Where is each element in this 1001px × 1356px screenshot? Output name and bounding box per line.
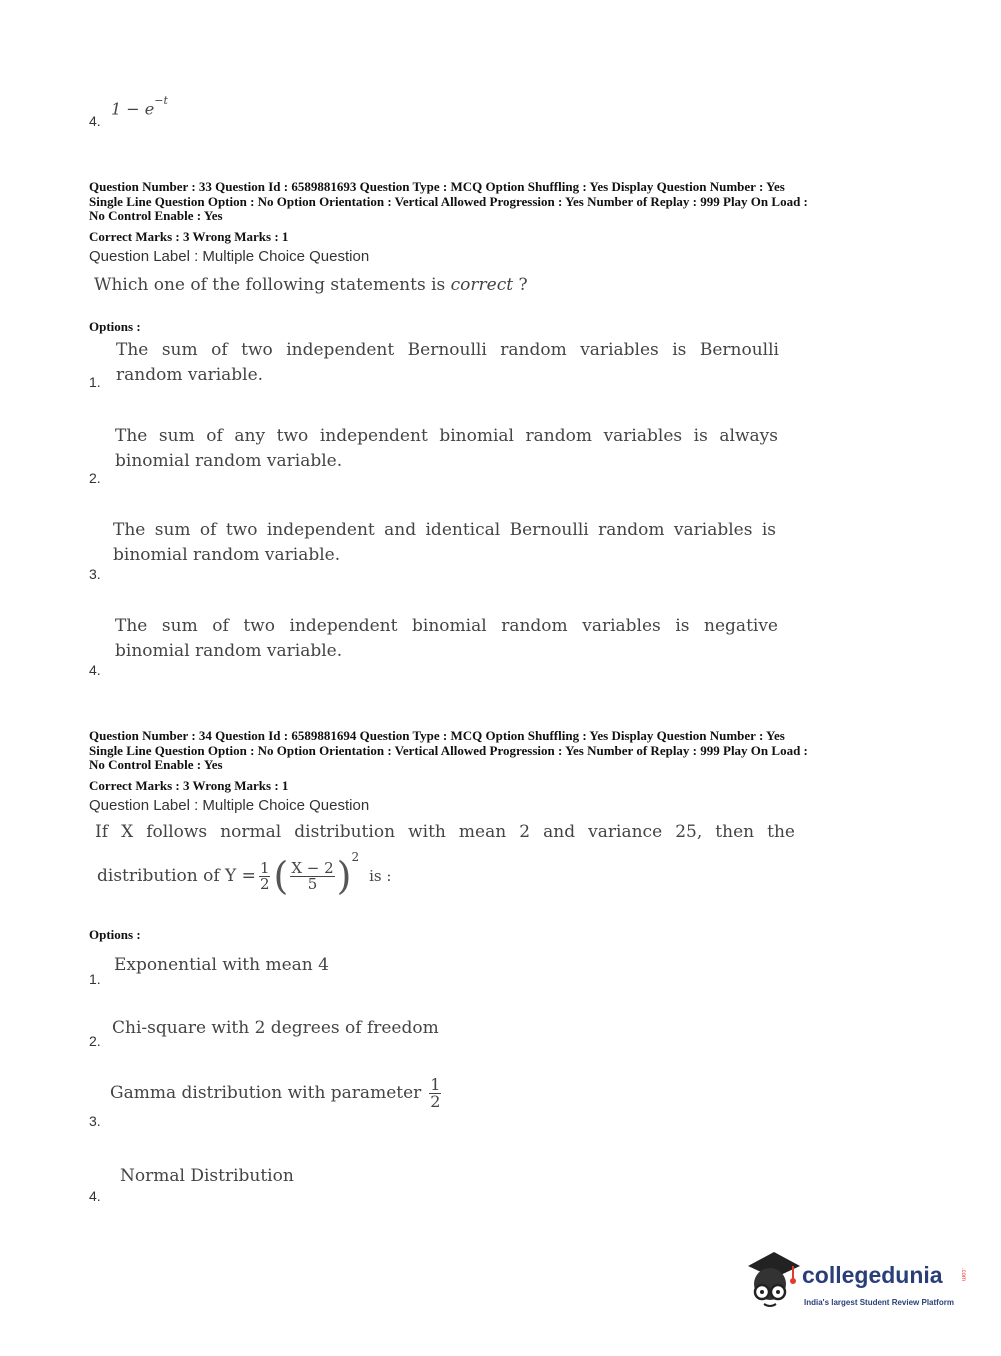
option-text-line-1: The sum of two independent Bernoulli random variables is Bernoulli [116,340,779,360]
option-text-label: Gamma distribution with parameter [110,1083,422,1103]
option-number: 1. [89,971,101,987]
question-33-text-before: Which one of the following statements is [94,275,451,295]
question-33-meta-line-3: No Control Enable : Yes [89,208,223,223]
option-text [110,1077,441,1110]
question-34-meta-line-2: Single Line Question Option : No Option Orientation : Vertical Allowed Progression : Yes Number of Replay : 999 Play On Load : [89,742,808,758]
question-34-options-heading: Options : [89,927,141,942]
logo-brand: collegedunia [802,1262,943,1288]
formula-inner-denominator: 5 [307,874,318,893]
question-33-label: Question Label : Multiple Choice Question [89,248,370,265]
formula-inner-numerator: X − 2 [291,858,334,877]
question-33-marks: Correct Marks : 3 Wrong Marks : 1 [89,229,289,244]
option-text [115,424,778,474]
formula-inner-fraction [290,858,334,893]
formula-tail: is : [369,867,392,885]
option-text [115,614,778,664]
option-number: 3. [89,1113,101,1129]
option-text [116,338,779,388]
formula-fraction-numerator: 1 [259,858,270,877]
question-34-text-line-1: If X follows normal distribution with mean 2 and variance 25, then the [95,822,795,842]
option-text: Exponential with mean 4 [114,955,329,975]
option-text: Chi-square with 2 degrees of freedom [112,1018,439,1038]
formula-fraction [259,858,271,893]
question-34-meta-line-3: No Control Enable : Yes [89,757,223,772]
option-text-line-1: The sum of two independent binomial random variables is negative [115,616,778,636]
formula-power: 2 [351,850,360,864]
formula-fraction-denominator: 2 [259,874,270,893]
option-text-line-2: binomial random variable. [113,545,341,565]
question-34-meta [89,729,919,773]
prev-option-4-number: 4. [89,113,101,129]
logo-tagline: India's largest Student Review Platform [804,1298,954,1307]
question-33-text [94,275,528,295]
option-text: Normal Distribution [120,1166,294,1186]
question-33-text-after: ? [513,275,528,295]
question-33-options-heading: Options : [89,319,141,334]
collegedunia-logo [742,1248,972,1318]
option-text-line-2: binomial random variable. [115,641,343,661]
prev-option-4-base: 1 − e [111,99,155,119]
option-text-line-1: The sum of any two independent binomial random variables is always [115,426,778,446]
option-text-line-2: binomial random variable. [115,451,343,471]
option-fraction-denominator: 2 [430,1092,441,1111]
logo-com: .com [960,1268,966,1282]
question-34-label: Question Label : Multiple Choice Question [89,797,370,814]
option-number: 1. [89,374,101,390]
option-number: 3. [89,566,101,582]
mascot-icon [742,1248,802,1314]
prev-option-4-exponent: −t [154,94,168,107]
option-text-line-2: random variable. [116,365,264,385]
formula-left-paren: ( [273,854,289,898]
question-33-meta [89,180,919,224]
option-text [113,518,776,568]
option-number: 2. [89,1033,101,1049]
question-33-meta-line-1: Question Number : 33 Question Id : 6589881693 Question Type : MCQ Option Shuffling : Yes Display Question Number : Yes [89,179,785,194]
question-34-meta-line-1: Question Number : 34 Question Id : 6589881694 Question Type : MCQ Option Shuffling : Yes Display Question Number : Yes [89,728,785,743]
prev-option-4-expression [111,94,168,119]
question-34-formula [97,848,391,904]
option-fraction [429,1077,441,1110]
option-number: 4. [89,1188,101,1204]
question-33-meta-line-2: Single Line Question Option : No Option Orientation : Vertical Allowed Progression : Yes Number of Replay : 999 Play On Load : [89,193,808,209]
option-number: 2. [89,470,101,486]
formula-right-paren: ) [336,854,352,898]
question-33-text-emphasis: correct [450,275,514,295]
option-fraction-numerator: 1 [430,1075,441,1094]
option-text-line-1: The sum of two independent and identical Bernoulli random variables is [113,520,776,540]
question-34-marks: Correct Marks : 3 Wrong Marks : 1 [89,778,289,793]
formula-lead: distribution of Y = [97,866,256,886]
option-number: 4. [89,662,101,678]
